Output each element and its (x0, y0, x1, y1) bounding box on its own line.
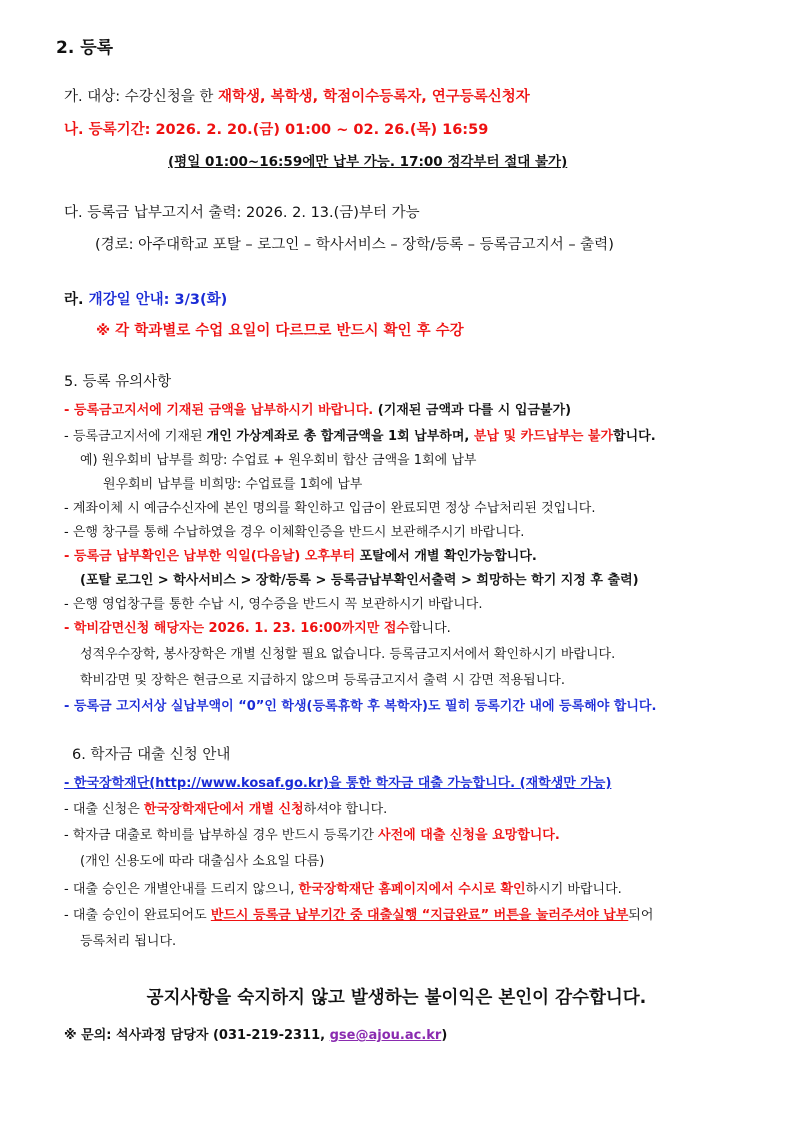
note-virtual-account-d: 합니다. (613, 429, 656, 444)
loan-execute-note-2: 등록처리 됩니다. (80, 934, 177, 949)
loan-approval-c: 하시기 바랍니다. (525, 882, 622, 897)
loan-apply-early (64, 828, 560, 844)
invoice-print-date: 다. 등록금 납부고지서 출력: 2026. 2. 13.(금)부터 가능 (64, 205, 420, 221)
note-virtual-account-b: 개인 가상계좌로 총 합계금액을 1회 납부하며, (206, 429, 474, 444)
note-virtual-account (64, 429, 656, 445)
section-title-loan: 6. 학자금 대출 신청 안내 (72, 747, 231, 763)
note-tuition-reduction (64, 621, 451, 637)
loan-kosaf-link[interactable]: - 한국장학재단(http://www.kosaf.go.kr)을 통한 학자금 대출 가능합니다. (재학생만 가능) (64, 776, 612, 791)
note-payment-confirm-sub: 포탈에서 개별 확인가능합니다. (355, 549, 537, 564)
contact-line (64, 1028, 447, 1044)
note-pay-amount-sub: (기재된 금액과 다를 시 입금불가) (373, 403, 572, 418)
registration-period: 나. 등록기간: 2026. 2. 20.(금) 01:00 ~ 02. 26.(목) 16:59 (64, 122, 489, 138)
opening-day-value: 개강일 안내: 3/3(화) (88, 292, 228, 308)
note-payment-confirm-main: - 등록금 납부확인은 납부한 익일(다음날) 오후부터 (64, 549, 356, 564)
target-label: 가. 대상: 수강신청을 한 (64, 89, 218, 105)
registration-period-note: (평일 01:00~16:59에만 납부 가능. 17:00 정각부터 절대 불가) (168, 154, 568, 170)
note-example-2: 원우회비 납부를 비희망: 수업료를 1회에 납부 (103, 477, 363, 492)
note-payment-confirm (64, 549, 537, 565)
loan-execute-a: - 대출 승인이 완료되어도 (64, 908, 211, 923)
section-title-notes: 5. 등록 유의사항 (64, 374, 172, 390)
section-title-registration: 2. 등록 (56, 38, 114, 58)
note-receipt: - 은행 영업창구를 통한 수납 시, 영수증을 반드시 꼭 보관하시기 바랍니다. (64, 597, 483, 612)
note-bank-window: - 은행 창구를 통해 수납하였을 경우 이체확인증을 반드시 보관해주시기 바랍니다. (64, 525, 525, 540)
contact-label: ※ 문의: 석사과정 담당자 (031-219-2311, (64, 1028, 330, 1043)
note-scholarship-1: 성적우수장학, 봉사장학은 개별 신청할 필요 없습니다. 등록금고지서에서 확인하시기 바랍니다. (80, 647, 616, 662)
loan-apply-b: 한국장학재단에서 개별 신청 (143, 802, 304, 817)
loan-apply-individually (64, 802, 387, 818)
note-pay-amount (64, 403, 571, 419)
opening-day-line (64, 292, 227, 309)
note-pay-amount-main: - 등록금고지서에 기재된 금액을 납부하시기 바랍니다. (64, 403, 374, 418)
note-payment-confirm-path: (포탈 로그인 > 학사서비스 > 장학/등록 > 등록금납부확인서출력 > 희망하는 학기 지정 후 출력) (80, 573, 639, 588)
disclaimer-notice: 공지사항을 숙지하지 않고 발생하는 불이익은 본인이 감수합니다. (146, 988, 647, 1008)
invoice-print-path: (경로: 아주대학교 포탈 – 로그인 – 학사서비스 – 장학/등록 – 등록금고지서 – 출력) (95, 237, 614, 253)
loan-approval-a: - 대출 승인은 개별안내를 드리지 않으니, (64, 882, 299, 897)
note-zero-payment: - 등록금 고지서상 실납부액이 “0”인 학생(등록휴학 후 복학자)도 필히 등록기간 내에 등록해야 합니다. (64, 699, 657, 714)
loan-execute-c: 되어 (628, 908, 654, 923)
loan-apply-a: - 대출 신청은 (64, 802, 144, 817)
note-tuition-reduction-sub: 합니다. (408, 621, 451, 636)
note-virtual-account-a: - 등록금고지서에 기재된 (64, 429, 207, 444)
note-tuition-reduction-main: - 학비감면신청 해당자는 2026. 1. 23. 16:00까지만 접수 (64, 621, 409, 636)
opening-day-note: ※ 각 학과별로 수업 요일이 다르므로 반드시 확인 후 수강 (96, 323, 464, 339)
loan-early-a: - 학자금 대출로 학비를 납부하실 경우 반드시 등록기간 (64, 828, 379, 843)
loan-execute-note (64, 908, 653, 924)
note-virtual-account-c: 분납 및 카드납부는 불가 (473, 429, 614, 444)
contact-close: ) (441, 1028, 448, 1043)
loan-execute-b: 반드시 등록금 납부기간 중 대출실행 “지급완료” 버튼을 눌러주셔야 납부 (210, 908, 629, 923)
target-line (64, 89, 530, 106)
note-example-1: 예) 원우회비 납부를 희망: 수업료 + 원우회비 합산 금액을 1회에 납부 (80, 453, 477, 468)
target-value: 재학생, 복학생, 학점이수등록자, 연구등록신청자 (218, 89, 530, 105)
opening-day-label: 라. (64, 292, 89, 308)
loan-early-b: 사전에 대출 신청을 요망합니다. (378, 828, 560, 843)
contact-email-link[interactable]: gse@ajou.ac.kr (329, 1028, 442, 1043)
note-scholarship-2: 학비감면 및 장학은 현금으로 지급하지 않으며 등록금고지서 출력 시 감면 적용됩니다. (80, 673, 565, 688)
loan-apply-c: 하셔야 합니다. (303, 802, 388, 817)
loan-credit-note: (개인 신용도에 따라 대출심사 소요일 다름) (80, 854, 325, 869)
note-transfer: - 계좌이체 시 예금수신자에 본인 명의를 확인하고 입금이 완료되면 정상 수납처리된 것입니다. (64, 501, 596, 516)
loan-approval-check (64, 882, 622, 898)
loan-approval-b: 한국장학재단 홈페이지에서 수시로 확인 (298, 882, 526, 897)
